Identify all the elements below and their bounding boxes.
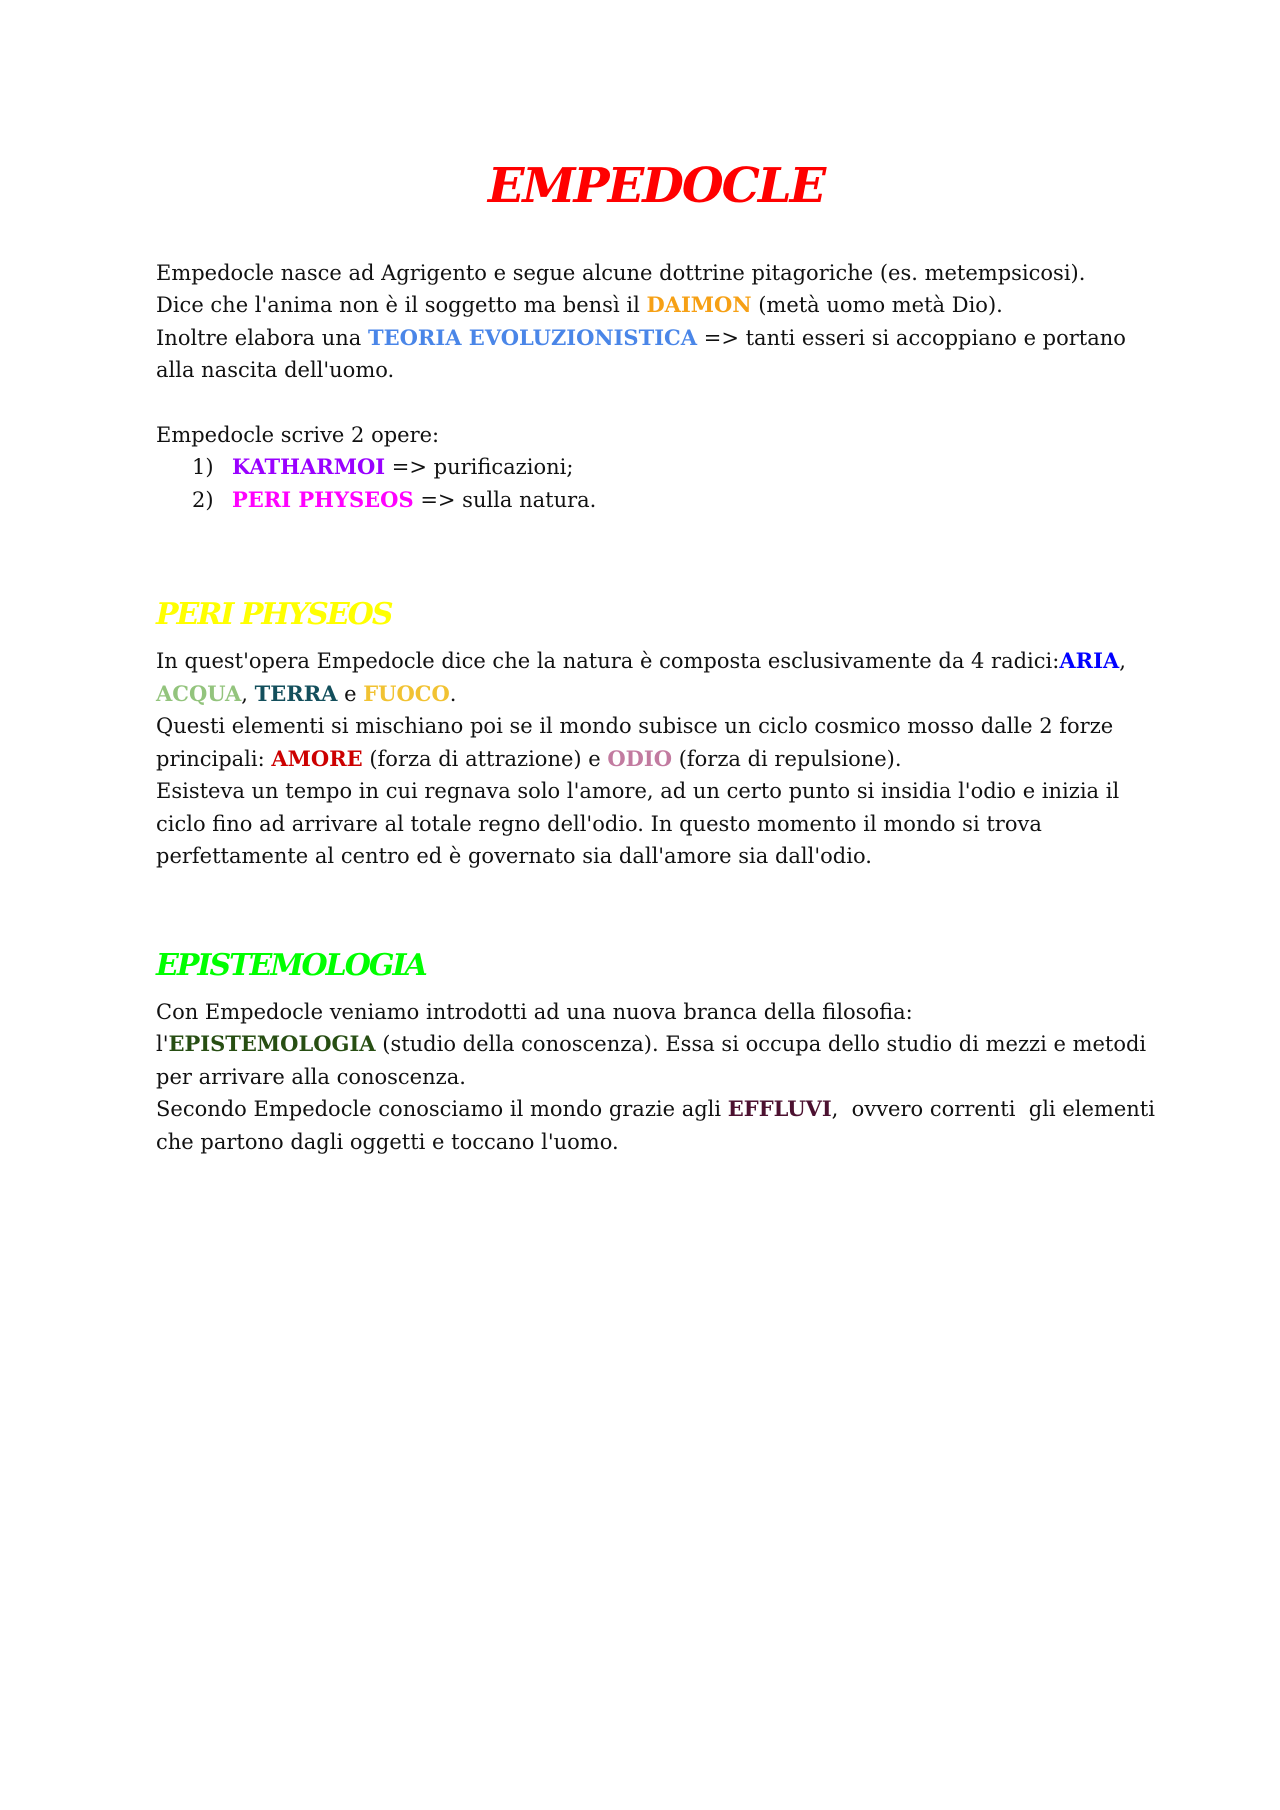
list-item	[192, 484, 1156, 517]
peri-text: Esisteva un tempo in cui regnava solo l'amore, ad un certo punto si insidia l'odio e inizia il ciclo fino ad arrivare al totale regno dell'odio. In questo momento il mondo si trova perfettamente al centro ed è governato sia dall'amore sia dall'odio.	[156, 779, 1120, 869]
keyword-teoria-evoluzionistica: TEORIA EVOLUZIONISTICA	[368, 324, 698, 350]
episte-text: Con Empedocle veniamo introdotti ad una nuova branca della filosofia:	[156, 999, 913, 1024]
section-title-epistemologia: EPISTEMOLOGIA	[156, 947, 426, 983]
document-content	[156, 150, 1162, 1158]
episte-text: (studio della conoscenza). Essa si occupa dello studio di mezzi e metodi per arrivare alla conoscenza.	[156, 1032, 1147, 1089]
keyword-effluvi: EFFLUVI	[727, 1096, 832, 1122]
keyword-peri-physeos: PERI PHYSEOS	[232, 486, 414, 512]
keyword-epistemologia: EPISTEMOLOGIA	[168, 1031, 376, 1057]
spacer	[156, 516, 1156, 598]
intro-line-2-pre: Dice che l'anima non è il soggetto ma bensì il	[156, 293, 647, 318]
episte-paragraph	[156, 996, 1162, 1159]
separator: ,	[1119, 649, 1126, 674]
list-number: 1)	[192, 455, 214, 480]
intro-line-2-post: (metà uomo metà Dio).	[751, 293, 1003, 318]
intro-line-3-pre: Inoltre elabora una	[156, 325, 368, 350]
episte-text: , ovvero correnti gli elementi che partono dagli oggetti e toccano l'uomo.	[156, 1097, 1162, 1154]
list-item-text: => sulla natura.	[413, 487, 597, 512]
peri-text: In quest'opera Empedocle dice che la natura è composta esclusivamente da 4 radici:	[156, 649, 1060, 674]
works-intro: Empedocle scrive 2 opere:	[156, 422, 440, 447]
keyword-terra: TERRA	[254, 680, 338, 706]
peri-text: Questi elementi si mischiano poi se il mondo subisce un ciclo cosmico mosso dalle 2 forze principali:	[156, 714, 1114, 771]
peri-text: (forza di attrazione) e	[362, 746, 608, 771]
keyword-katharmoi: KATHARMOI	[232, 454, 386, 480]
keyword-daimon: DAIMON	[646, 292, 752, 318]
list-item-text: => purificazioni;	[385, 455, 574, 480]
separator: e	[337, 681, 364, 706]
separator: ,	[241, 681, 255, 706]
episte-text: Secondo Empedocle conosciamo il mondo grazie agli	[156, 1097, 728, 1122]
section-title-peri-physeos: PERI PHYSEOS	[156, 597, 392, 633]
spacer	[156, 873, 1156, 949]
peri-paragraph-1	[156, 645, 1156, 873]
intro-paragraph	[156, 257, 1156, 387]
spacer	[156, 387, 1156, 419]
keyword-fuoco: FUOCO	[363, 680, 450, 706]
episte-text: l'	[156, 1032, 169, 1057]
works-list	[156, 451, 1156, 516]
list-item	[192, 451, 1156, 484]
intro-line-3-post: => tanti esseri si accoppiano e portano alla nascita dell'uomo.	[156, 325, 1126, 383]
punctuation: .	[449, 681, 457, 706]
keyword-aria: ARIA	[1059, 648, 1120, 674]
keyword-acqua: ACQUA	[156, 680, 242, 706]
page-title: EMPEDOCLE	[487, 158, 825, 214]
keyword-amore: AMORE	[271, 745, 363, 771]
peri-text: (forza di repulsione).	[672, 746, 902, 771]
intro-line-1: Empedocle nasce ad Agrigento e segue alcune dottrine pitagoriche (es. metempsicosi).	[156, 260, 1086, 285]
list-number: 2)	[192, 487, 214, 512]
keyword-odio: ODIO	[607, 745, 673, 771]
